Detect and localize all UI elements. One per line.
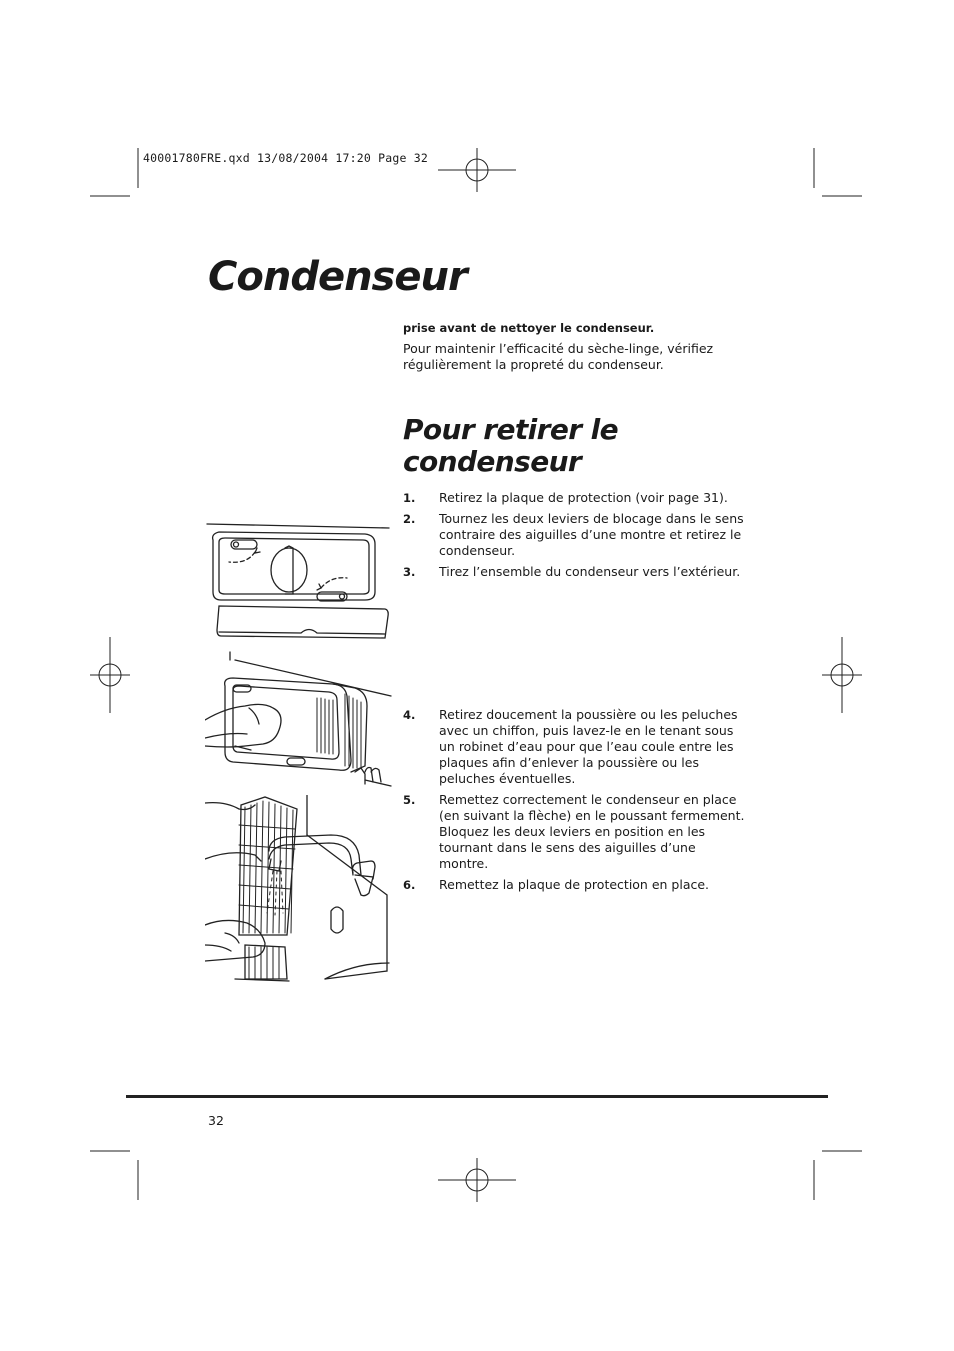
step-number: 6. [403, 878, 416, 892]
step-number: 3. [403, 565, 416, 579]
step-item [403, 490, 748, 506]
steps-list-first [403, 490, 748, 585]
intro-paragraph: Pour maintenir l’efficacité du sèche-linge, vérifiez régulièrement la propreté du condenseur. [403, 341, 714, 372]
step-item [403, 511, 748, 559]
step-number: 1. [403, 491, 416, 505]
step-number: 5. [403, 793, 416, 807]
step-text: Remettez la plaque de protection en place. [439, 877, 710, 892]
step-item [403, 707, 748, 787]
page-number: 32 [208, 1113, 224, 1128]
step-number: 2. [403, 512, 416, 526]
print-slug: 40001780FRE.qxd 13/08/2004 17:20 Page 32 [143, 151, 428, 165]
step-text: Tirez l’ensemble du condenseur vers l’extérieur. [439, 564, 741, 579]
condenser-removal-illustration [205, 650, 395, 790]
step-item [403, 792, 748, 872]
step-text: Remettez correctement le condenseur en place (en suivant la flèche) en le poussant fermement. Bloquez les deux leviers en position en les tournant dans le sens des aiguilles d’une montre. [439, 792, 745, 871]
step-number: 4. [403, 708, 416, 722]
step-item [403, 564, 748, 580]
steps-list-second [403, 707, 748, 898]
step-text: Retirez doucement la poussière ou les peluches avec un chiffon, puis lavez-le en le tenant sous un robinet d’eau pour que l’eau coule entre les plaques afin d’enlever la poussière ou les peluches éventuelles. [439, 707, 738, 786]
intro-bold-line: prise avant de nettoyer le condenseur. [403, 321, 655, 335]
condenser-washing-illustration [205, 795, 395, 985]
step-item [403, 877, 748, 893]
section-title: Pour retirer le condenseur [403, 413, 618, 478]
footer-rule [126, 1095, 828, 1098]
step-text: Tournez les deux leviers de blocage dans le sens contraire des aiguilles d’une montre et retirez le condenseur. [439, 511, 744, 558]
page-title: Condenseur [208, 254, 467, 300]
step-text: Retirez la plaque de protection (voir page 31). [439, 490, 728, 505]
condenser-levers-illustration [205, 520, 391, 645]
